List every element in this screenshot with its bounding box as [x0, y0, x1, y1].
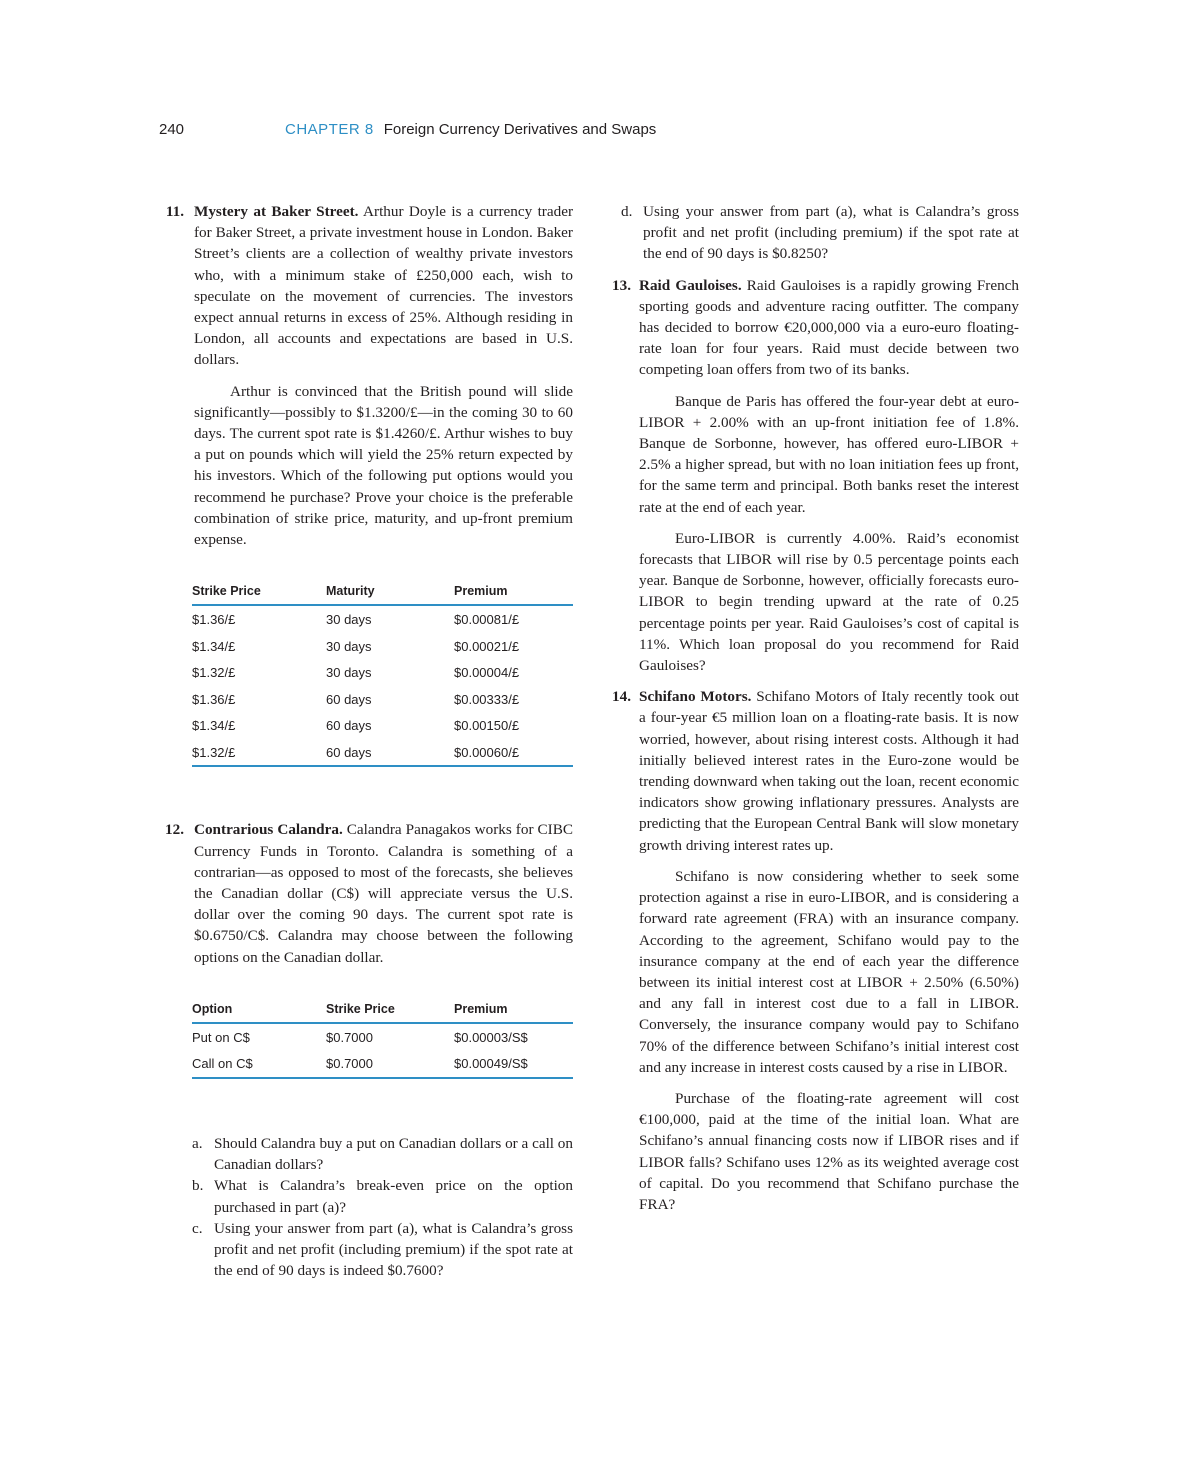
table-cell: 30 days	[326, 665, 372, 681]
paragraph-text: Schifano Motors of Italy recently took out a four-year €5 million loan on a floating-rate basis. It is now worried, however, about rising interest costs. Although it had initially believed interest rates in the Euro-zone would be trending downward when taking out the loan, recent economic indicators show growing inflationary pressures. Analysts are predicting that the European Central Bank will slow monetary growth driving interest rates up.	[639, 688, 1019, 854]
table-cell: $1.34/£	[192, 718, 236, 734]
problem-paragraph	[639, 686, 1019, 856]
question-d	[621, 201, 1019, 265]
running-header	[159, 121, 656, 138]
question-a	[192, 1133, 573, 1175]
problem-13	[607, 275, 1019, 677]
question-text: Should Calandra buy a put on Canadian dollars or a call on Canadian dollars?	[214, 1135, 573, 1174]
column-header: Maturity	[326, 581, 454, 605]
table-cell: $0.00060/£	[454, 739, 573, 767]
question-c	[192, 1218, 573, 1282]
table-cell: $1.36/£	[192, 612, 236, 628]
table-cell: $1.32/£	[192, 739, 326, 767]
table-cell: 30 days	[326, 612, 372, 628]
table-cell: $0.00150/£	[454, 718, 520, 734]
column-header: Strike Price	[192, 581, 326, 605]
table-cell: $0.00004/£	[454, 665, 520, 681]
page-number: 240	[159, 121, 185, 138]
problem-number: 14.	[612, 688, 631, 706]
problem-title: Schifano Motors.	[639, 688, 752, 706]
table-cell: 60 days	[326, 739, 454, 767]
table-row	[192, 1023, 573, 1051]
problem-number: 13.	[612, 276, 631, 294]
table-cell: 30 days	[326, 638, 372, 654]
column-header: Option	[192, 999, 326, 1023]
table-cell: $1.32/£	[192, 665, 236, 681]
question-b	[192, 1175, 573, 1217]
problem-paragraph: Arthur is convinced that the British pound will slide significantly—possibly to $1.3200/£—in the coming 30 to 60 days. The current spot rate is $1.4260/£. Arthur wishes to buy a put on pounds which will yield the 25% return expected by his investors. Which of the following put options would you recommend he purchase? Prove your choice is the preferable combination of strike price, maturity, and up-front premium expense.	[194, 382, 573, 549]
problem-paragraph	[194, 819, 573, 967]
problem-number: 11.	[165, 203, 184, 220]
problem-title: Mystery at Baker Street.	[194, 203, 359, 220]
column-header: Strike Price	[326, 999, 454, 1023]
question-letter: c.	[192, 1219, 203, 1237]
table-cell: $0.00021/£	[454, 638, 520, 654]
problem-paragraph	[639, 275, 1019, 381]
problem-title: Raid Gauloises.	[639, 276, 742, 294]
table-header-row	[192, 581, 573, 605]
problem-paragraph: Purchase of the floating-rate agreement will cost €100,000, paid at the time of the initial loan. What are Schifano’s annual financing costs now if LIBOR rises and if LIBOR falls? Schifano uses 12% as its weighted average cost of capital. Do you recommend that Schifano purchase the FRA?	[639, 1089, 1019, 1213]
problem-paragraph: Banque de Paris has offered the four-year debt at euro-LIBOR + 2.00% with an up-front initiation fee of 1.8%. Banque de Sorbonne, however, has offered euro-LIBOR + 2.5% a higher spread, but with no loan initiation fees up front, for the same term and principal. Both banks reset the interest rate at the end of each year.	[639, 392, 1019, 516]
table-cell: Put on C$	[192, 1029, 250, 1045]
question-text: What is Calandra’s break-even price on the option purchased in part (a)?	[214, 1177, 573, 1216]
problem-12-questions	[148, 1133, 573, 1281]
question-letter: d.	[621, 203, 633, 220]
put-options-table	[192, 581, 573, 767]
problem-paragraph: Euro-LIBOR is currently 4.00%. Raid’s economist forecasts that LIBOR will rise by 0.5 percentage points each year. Banque de Sorbonne, however, officially forecasts euro-LIBOR to begin trending upward at the rate of 0.25 percentage points per year. Raid Gauloises’s cost of capital is 11%. Which loan proposal do you recommend for Raid Gauloises?	[639, 529, 1019, 675]
problem-title: Contrarious Calandra.	[194, 821, 343, 839]
problem-paragraph: Schifano is now considering whether to seek some protection against a rise in euro-LIBOR, and is considering a forward rate agreement (FRA) with an insurance company. According to the agreement, Schifano would pay to the insurance company at the end of each year the difference between its initial interest cost at LIBOR + 2.50% (6.50%) and any fall in interest cost due to a fall in LIBOR. Conversely, the insurance company would pay to Schifano 70% of the difference between Schifano’s initial interest cost and any increase in interest costs caused by a rise in LIBOR.	[639, 867, 1019, 1076]
table-cell: $0.00081/£	[454, 612, 520, 628]
table-row	[192, 659, 573, 686]
chapter-title: Foreign Currency Derivatives and Swaps	[383, 121, 657, 138]
paragraph-text: Arthur Doyle is a currency trader for Baker Street, a private investment house in London. Baker Street’s clients are a collection of wealthy private investors who, with a minimum stake of £250,000 each, wish to speculate on the movement of currencies. The investors expect annual returns in excess of 25%. Although residing in London, all accounts and expectations are based in U.S. dollars.	[194, 203, 573, 369]
left-column	[148, 201, 573, 1282]
table-cell: 60 days	[326, 718, 372, 734]
table-row	[192, 1051, 573, 1079]
problem-12	[148, 819, 573, 967]
chapter-label: CHAPTER 8	[285, 121, 374, 138]
question-letter: b.	[192, 1177, 204, 1195]
table-row	[192, 686, 573, 713]
paragraph-text: Calandra Panagakos works for CIBC Currency Funds in Toronto. Calandra is something of a contrarian—as opposed to most of the forecasts, she believes the Canadian dollar (C$) will appreciate versus the U.S. dollar over the coming 90 days. The current spot rate is $0.6750/C$. Calandra may choose between the following options on the Canadian dollar.	[194, 821, 573, 966]
table-row	[192, 633, 573, 660]
table-row	[192, 605, 573, 633]
right-column	[607, 201, 1019, 1215]
paragraph-text: Raid Gauloises is a rapidly growing French sporting goods and adventure racing outfitter. The company has decided to borrow €20,000,000 via a euro-euro floating-rate loan for four years. Raid must decide between two competing loan offers from two of its banks.	[639, 276, 1019, 379]
table-cell: Call on C$	[192, 1051, 326, 1079]
table-cell: $0.7000	[326, 1029, 373, 1045]
problem-11	[148, 201, 573, 550]
problem-14	[607, 686, 1019, 1215]
table-row	[192, 739, 573, 767]
question-letter: a.	[192, 1135, 203, 1153]
table-header-row	[192, 999, 573, 1023]
table-cell: $0.7000	[326, 1051, 454, 1079]
table-cell: $1.36/£	[192, 691, 236, 707]
table-cell: $1.34/£	[192, 638, 236, 654]
problem-paragraph	[194, 201, 573, 371]
problem-number: 12.	[165, 821, 184, 839]
column-header: Premium	[454, 999, 573, 1023]
canadian-options-table	[192, 999, 573, 1079]
table-row	[192, 712, 573, 739]
table-cell: $0.00049/S$	[454, 1051, 573, 1079]
table-cell: $0.00003/S$	[454, 1029, 528, 1045]
column-header: Premium	[454, 581, 573, 605]
question-text: Using your answer from part (a), what is Calandra’s gross profit and net profit (including premium) if the spot rate at the end of 90 days is $0.8250?	[643, 203, 1019, 263]
question-text: Using your answer from part (a), what is Calandra’s gross profit and net profit (including premium) if the spot rate at the end of 90 days is indeed $0.7600?	[214, 1219, 573, 1280]
table-cell: 60 days	[326, 691, 372, 707]
table-cell: $0.00333/£	[454, 691, 520, 707]
